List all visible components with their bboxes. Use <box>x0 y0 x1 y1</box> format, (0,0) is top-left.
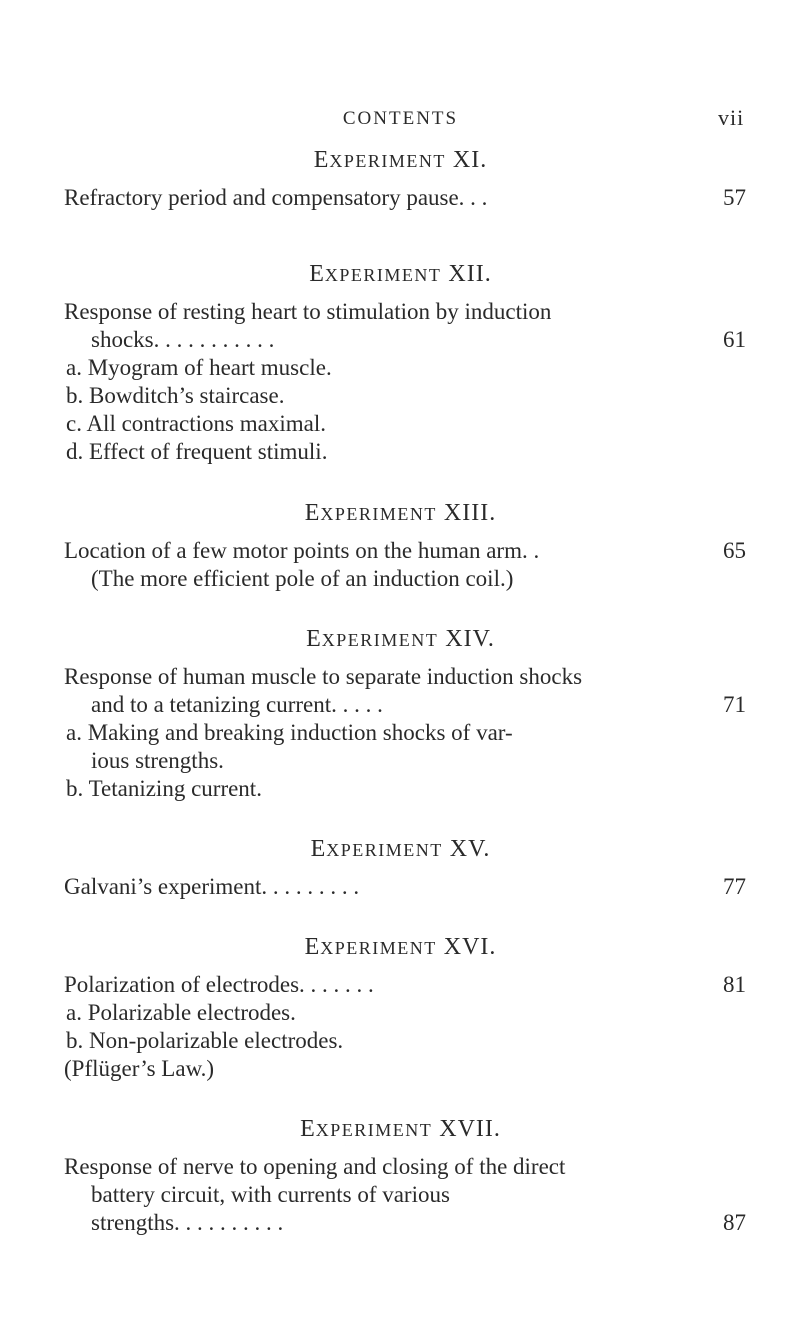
section-heading: EXPERIMENT XVII. <box>300 1116 501 1142</box>
toc-entry-note: (The more efficient pole of an induction coil.) <box>91 566 514 591</box>
toc-subentry: a. Myogram of heart muscle. <box>66 355 332 380</box>
page-number: 57 <box>723 185 746 210</box>
toc-subentry: a. Polarizable electrodes. <box>66 1000 296 1025</box>
page-number: 87 <box>723 1210 746 1235</box>
section-heading: EXPERIMENT XV. <box>310 836 491 862</box>
toc-entry-title: Galvani’s experiment. . . . . . . . . <box>64 874 360 899</box>
section-heading: EXPERIMENT XII. <box>309 261 492 287</box>
section-heading: EXPERIMENT XI. <box>313 147 488 173</box>
toc-subentry: d. Effect of frequent stimuli. <box>66 439 328 464</box>
toc-subentry: b. Bowditch’s staircase. <box>66 383 285 408</box>
toc-subentry-cont: ious strengths. <box>91 748 224 773</box>
toc-entry-title: Location of a few motor points on the human arm. . <box>64 538 540 563</box>
toc-subentry: b. Non-polarizable electrodes. <box>66 1028 344 1053</box>
page-number: 65 <box>723 538 746 563</box>
toc-entry-title: Refractory period and compensatory pause. . . <box>64 185 488 210</box>
toc-entry-title-cont: strengths. . . . . . . . . . <box>91 1210 284 1235</box>
page-numeral: vii <box>718 105 745 130</box>
toc-entry-note: (Pflüger’s Law.) <box>64 1056 215 1081</box>
toc-subentry: a. Making and breaking induction shocks of var- <box>66 720 513 745</box>
toc-entry-title-cont: and to a tetanizing current. . . . . <box>91 692 383 717</box>
toc-subentry: c. All contractions maximal. <box>66 411 326 436</box>
page-number: 61 <box>723 327 746 352</box>
toc-entry-title: Response of resting heart to stimulation by induction <box>64 299 552 324</box>
section-heading: EXPERIMENT XVI. <box>304 934 497 960</box>
section-heading: EXPERIMENT XIII. <box>304 500 497 526</box>
toc-entry-title: Response of nerve to opening and closing of the direct <box>64 1154 566 1179</box>
page-number: 77 <box>723 874 746 899</box>
toc-entry-title: Response of human muscle to separate induction shocks <box>64 664 583 689</box>
running-title: CONTENTS <box>342 108 459 129</box>
page-number: 71 <box>723 692 746 717</box>
toc-entry-title-cont: shocks. . . . . . . . . . . <box>91 327 275 352</box>
page-number: 81 <box>723 972 746 997</box>
section-heading: EXPERIMENT XIV. <box>306 626 495 652</box>
toc-entry-title-cont: battery circuit, with currents of various <box>91 1182 450 1207</box>
toc-subentry: b. Tetanizing current. <box>66 776 262 801</box>
toc-entry-title: Polarization of electrodes. . . . . . . <box>64 972 374 997</box>
